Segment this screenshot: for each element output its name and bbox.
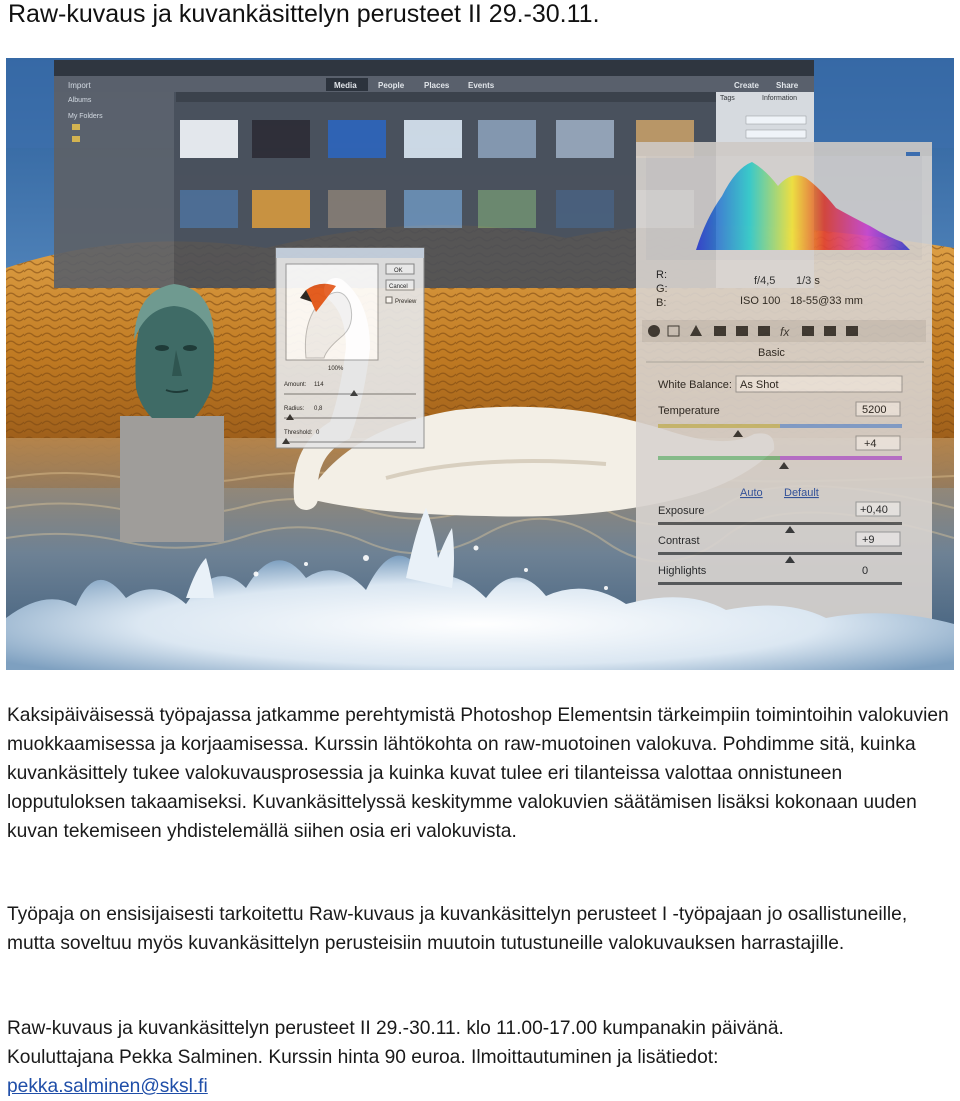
svg-text:R:: R: bbox=[656, 269, 667, 281]
svg-text:+9: +9 bbox=[862, 534, 875, 546]
svg-text:OK: OK bbox=[394, 268, 403, 274]
unsharp-mask-dialog bbox=[276, 248, 424, 448]
svg-text:Media: Media bbox=[334, 81, 357, 90]
svg-text:Tags: Tags bbox=[720, 95, 735, 102]
lens-icon bbox=[758, 326, 770, 336]
hero-collage-image bbox=[6, 58, 954, 670]
svg-text:Exposure: Exposure bbox=[658, 505, 705, 517]
svg-text:fx: fx bbox=[780, 325, 790, 339]
svg-text:Share: Share bbox=[776, 81, 799, 90]
svg-text:Default: Default bbox=[784, 487, 819, 499]
presets-icon bbox=[824, 326, 836, 336]
svg-text:Contrast: Contrast bbox=[658, 535, 700, 547]
fx-icon bbox=[780, 325, 790, 339]
svg-text:Events: Events bbox=[468, 81, 495, 90]
hsl-icon bbox=[714, 326, 726, 336]
course-details-paragraph bbox=[7, 1014, 953, 1101]
svg-text:Cancel: Cancel bbox=[389, 284, 408, 290]
svg-text:+0,40: +0,40 bbox=[860, 504, 888, 516]
camera-raw-panel bbox=[636, 142, 932, 670]
svg-text:f/4,5: f/4,5 bbox=[754, 275, 776, 287]
svg-text:Information: Information bbox=[762, 95, 798, 102]
contact-email-link[interactable]: pekka.salminen@sksl.fi bbox=[7, 1076, 208, 1097]
svg-text:Albums: Albums bbox=[68, 97, 92, 104]
svg-text:White Balance:: White Balance: bbox=[658, 379, 732, 391]
svg-text:G:: G: bbox=[656, 283, 668, 295]
svg-text:114: 114 bbox=[314, 382, 324, 388]
svg-text:Auto: Auto bbox=[740, 487, 763, 499]
svg-text:18-55@33 mm: 18-55@33 mm bbox=[790, 295, 863, 307]
svg-text:Temperature: Temperature bbox=[658, 405, 720, 417]
page-title: Raw-kuvaus ja kuvankäsittelyn perusteet II 29.-30.11. bbox=[8, 0, 600, 28]
svg-text:Amount:: Amount: bbox=[284, 382, 307, 388]
svg-text:0,8: 0,8 bbox=[314, 406, 323, 412]
svg-text:Places: Places bbox=[424, 81, 450, 90]
svg-text:B:: B: bbox=[656, 297, 667, 309]
svg-text:Threshold:: Threshold: bbox=[284, 430, 313, 436]
svg-text:Import: Import bbox=[68, 81, 91, 90]
svg-text:Preview: Preview bbox=[395, 299, 417, 305]
svg-text:Radius:: Radius: bbox=[284, 406, 305, 412]
svg-text:Basic: Basic bbox=[758, 347, 785, 359]
snapshots-icon bbox=[846, 326, 858, 336]
intro-paragraph: Kaksipäiväisessä työpajassa jatkamme perehtymistä Photoshop Elementsin tärkeimpiin toimintoihin valokuvien muokkaamisessa ja korjaamisessa. Kurssin lähtökohta on raw-muotoinen valokuva. Pohdimme sitä, kuinka kuvankäsittely tukee valokuvausprosessia ja kuinka kuvat tulee eri tilanteissa valottaa onnistuneen lopputuloksen takaamiseksi. Kuvankäsittelyssä keskitymme valokuvien säätämisen lisäksi kokonaan uuden kuvan tekemiseen yhdistelemällä siihen osia eri valokuvista. bbox=[7, 705, 949, 842]
svg-text:Create: Create bbox=[734, 81, 759, 90]
svg-text:ISO 100: ISO 100 bbox=[740, 295, 781, 307]
svg-text:Highlights: Highlights bbox=[658, 565, 707, 577]
svg-text:+4: +4 bbox=[864, 438, 877, 450]
audience-paragraph: Työpaja on ensisijaisesti tarkoitettu Raw-kuvaus ja kuvankäsittelyn perusteet I -työpajaan jo osallistuneille, mutta soveltuu myös kuvankäsittelyn perusteisiin muutoin tutustuneille valokuvauksen harrastajille. bbox=[7, 904, 908, 954]
course-dates-line: Raw-kuvaus ja kuvankäsittelyn perusteet II 29.-30.11. klo 11.00-17.00 kumpanakin päivänä. bbox=[7, 1018, 784, 1039]
svg-text:0: 0 bbox=[862, 565, 869, 577]
split-toning-icon bbox=[736, 326, 748, 336]
camera-calibration-icon bbox=[802, 326, 814, 336]
svg-text:1/3 s: 1/3 s bbox=[796, 275, 820, 287]
svg-text:100%: 100% bbox=[328, 366, 344, 372]
svg-text:My Folders: My Folders bbox=[68, 113, 103, 120]
trainer-price-line: Kouluttajana Pekka Salminen. Kurssin hinta 90 euroa. Ilmoittautuminen ja lisätiedot: bbox=[7, 1047, 719, 1068]
svg-text:0: 0 bbox=[316, 430, 320, 436]
svg-text:People: People bbox=[378, 81, 405, 90]
aperture-icon bbox=[648, 325, 660, 337]
svg-text:5200: 5200 bbox=[862, 404, 887, 416]
svg-text:As Shot: As Shot bbox=[740, 379, 779, 391]
